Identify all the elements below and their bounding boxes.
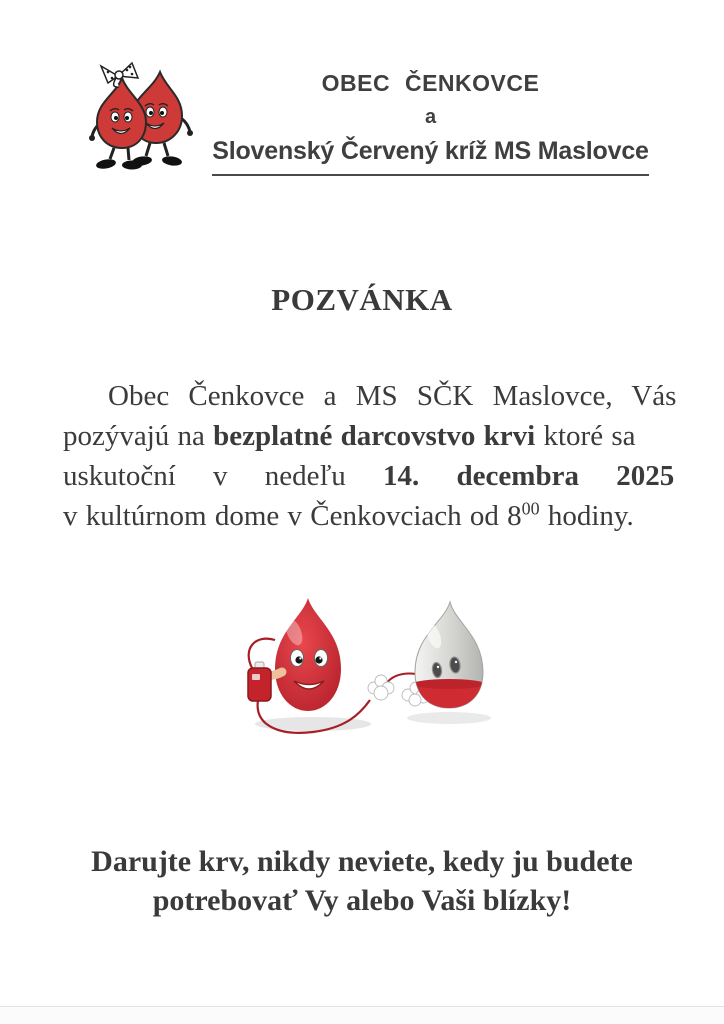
closing-line-1: Darujte krv, nikdy neviete, kedy ju budete <box>91 845 633 878</box>
blood-donation-illustration-icon <box>228 584 513 746</box>
page-title: POZVÁNKA <box>271 282 453 317</box>
line3-pre: uskutoční v nedeľu <box>63 460 346 492</box>
pale-recipient-drop <box>413 602 485 710</box>
conjunction: a <box>424 106 437 128</box>
scan-edge-area <box>0 1007 724 1024</box>
right-drop-shadow <box>407 712 491 724</box>
event-date: 14. decembra 2025 <box>383 460 675 492</box>
logo-left-drop <box>89 63 146 170</box>
line4-post: hodiny. <box>547 500 634 532</box>
invitation-line-2 <box>63 416 677 456</box>
header-organizations <box>212 70 649 176</box>
blood-bag-icon <box>248 662 271 701</box>
line2-pre: pozývajú na <box>63 420 205 452</box>
event-name: bezplatné darcovstvo krvi <box>213 420 536 452</box>
invitation-line-1: Obec Čenkovce a MS SČK Maslovce, Vás <box>108 380 677 412</box>
closing-message <box>0 842 724 920</box>
invitation-line-3 <box>63 456 677 496</box>
invitation-line-4 <box>63 496 677 536</box>
organization-1: OBEC ČENKOVCE <box>321 70 540 96</box>
event-time-superscript: 00 <box>521 498 540 519</box>
organization-2: Slovenský Červený kríž MS Maslovce <box>212 137 649 165</box>
closing-line-2: potrebovať Vy alebo Vaši blízky! <box>152 884 572 917</box>
left-drop-shadow <box>255 717 371 731</box>
line4-pre: v kultúrnom dome v Čenkovciach od 8 <box>63 500 522 532</box>
invitation-paragraph <box>63 376 677 536</box>
line2-post: ktoré sa <box>543 420 636 452</box>
blood-drops-mascot-logo-icon <box>82 60 202 184</box>
